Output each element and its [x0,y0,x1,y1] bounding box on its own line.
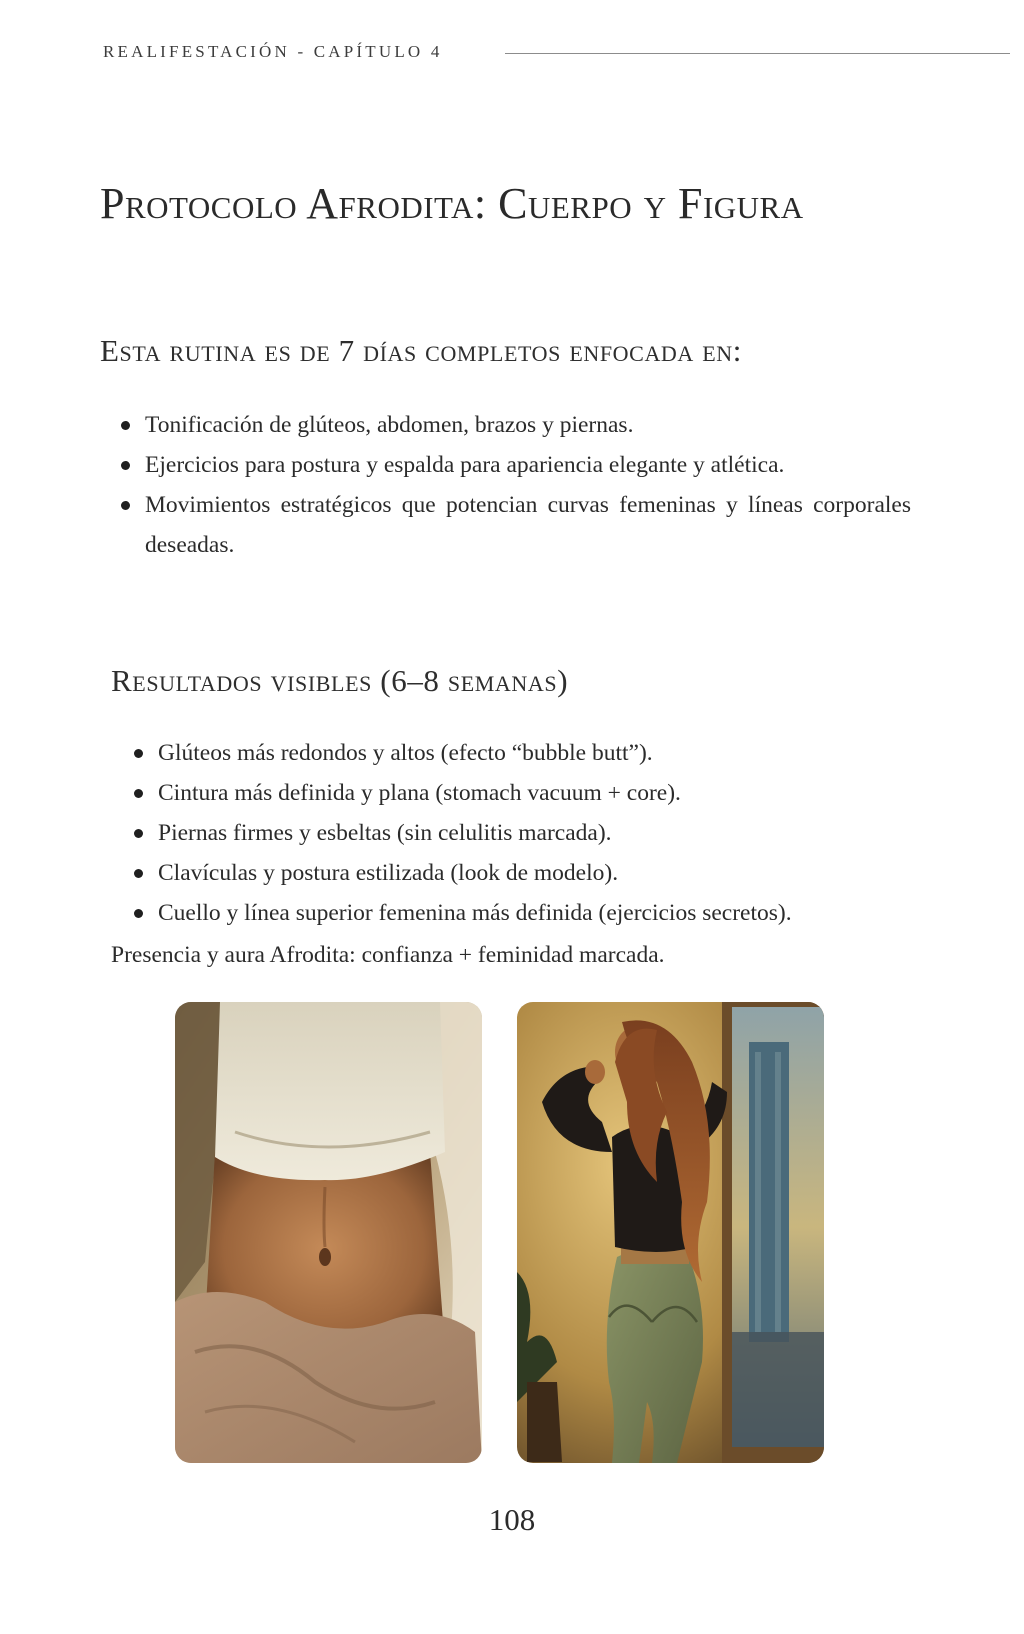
page-number: 108 [488,1502,536,1537]
routine-list [121,405,911,565]
list-item: Tonificación de glúteos, abdomen, brazos y piernas. [121,405,911,445]
results-list [134,733,924,933]
page-title: Protocolo Afrodita: Cuerpo y Figura [100,179,804,228]
closing-statement: Presencia y aura Afrodita: confianza + feminidad marcada. [111,942,665,968]
list-item: Ejercicios para postura y espalda para apariencia elegante y atlética. [121,445,911,485]
list-item: Movimientos estratégicos que potencian curvas femeninas y líneas corporales deseadas. [121,485,911,565]
header-divider [505,53,1010,54]
list-item: Piernas firmes y esbeltas (sin celulitis marcada). [134,813,924,853]
painting-abdomen-image [175,1002,482,1463]
section-heading-results: Resultados visibles (6–8 semanas) [111,663,569,698]
section-heading-routine: Esta rutina es de 7 días completos enfocada en: [100,333,742,368]
painting-woman-window-image [517,1002,824,1463]
running-header: REALIFESTACIÓN - CAPÍTULO 4 [103,42,443,61]
list-item: Clavículas y postura estilizada (look de modelo). [134,853,924,893]
list-item: Glúteos más redondos y altos (efecto “bubble butt”). [134,733,924,773]
list-item: Cintura más definida y plana (stomach vacuum + core). [134,773,924,813]
list-item: Cuello y línea superior femenina más definida (ejercicios secretos). [134,893,924,933]
